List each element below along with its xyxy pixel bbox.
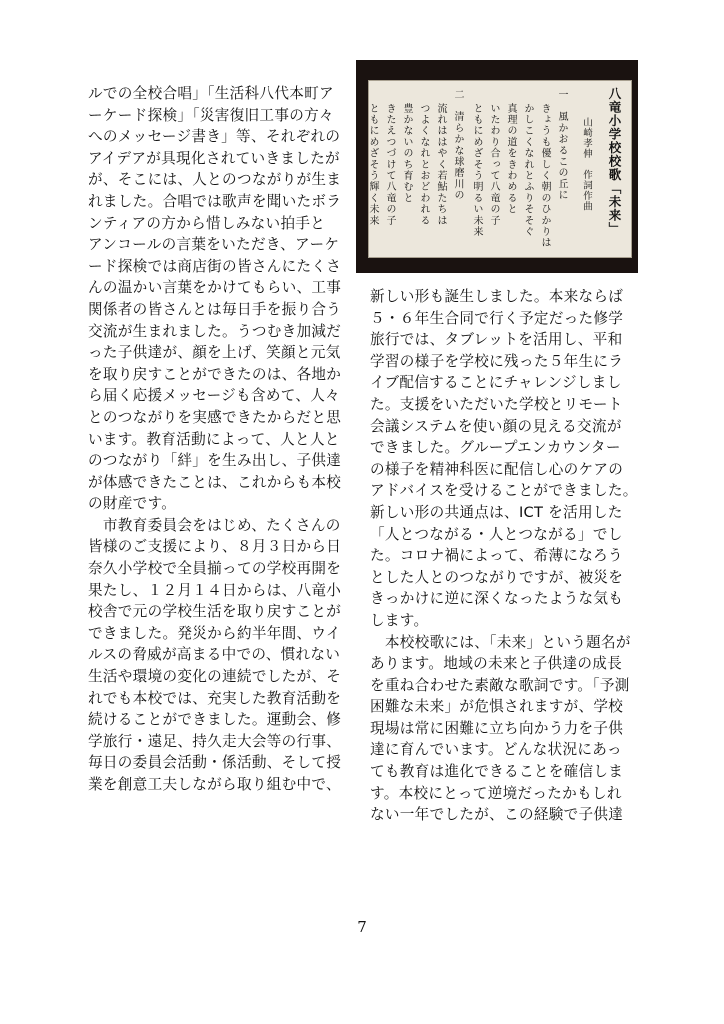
school-song-photo <box>356 60 638 273</box>
text-line: の財産です。 <box>88 495 177 513</box>
song-title: 八竜小学校校歌「未来」 <box>607 87 622 236</box>
text-line: が体感できたことは、これからも本校 <box>88 473 342 491</box>
text-line: 達に育んでいます。どんな状況にあっ <box>370 741 622 759</box>
text-line: ら届く応援メッセージも含めて、人々 <box>88 387 341 405</box>
song-author: 山崎孝伸 作詞作曲 <box>581 117 592 212</box>
text-line: のつながり「絆」を生み出し、子供達 <box>88 452 342 470</box>
text-line: った子供達が、顔を上げ、笑顔と元気 <box>88 344 341 362</box>
left-text-column <box>88 83 360 796</box>
text-line: アンコールの言葉をいただき、アーケ <box>88 236 340 254</box>
text-line: あります。地域の未来と子供達の成長 <box>370 655 623 673</box>
lyric-line: 豊かないのち育むと <box>401 103 412 204</box>
text-line: 続けることができました。運動会、修 <box>88 711 342 729</box>
text-line: 生活や環境の変化の連続でしたが、そ <box>88 668 342 686</box>
lyric-line: いたわり合って八竜の子 <box>488 103 499 227</box>
text-line: きっかけに逆に深くなったような気も <box>370 590 624 608</box>
text-line: アドバイスを受けることができました。 <box>370 482 638 500</box>
text-line: 関係者の皆さんとは毎日手を振り合う <box>88 300 342 318</box>
lyric-line: 真理の道をきわめると <box>505 103 516 215</box>
text-line: を取り戻すことができたのは、各地か <box>88 365 342 383</box>
text-line: います。教育活動によって、人と人と <box>88 430 340 448</box>
lyric-line: きょうも優しく朝のひかりは <box>539 103 550 249</box>
text-line: れました。合唱では歌声を聞いたボラ <box>88 192 342 210</box>
text-line: た。支援をいただいた学校とリモート <box>370 395 623 413</box>
text-line: 毎日の委員会活動・係活動、そして授 <box>88 754 342 772</box>
text-line: 奈久小学校で全員揃っての学校再開を <box>88 560 342 578</box>
text-line: ない一年でしたが、この経験で子供達 <box>370 806 624 824</box>
text-line: ルスの脅威が高まる中での、慣れない <box>88 646 341 664</box>
text-line: 学習の様子を学校に残った５年生にラ <box>370 352 624 370</box>
text-line: 交流が生まれました。うつむき加減だ <box>88 322 342 340</box>
text-line: 業を創意工夫しながら取り組む中で、 <box>88 776 341 793</box>
lyric-line: ともにめざそう明るい未来 <box>471 103 482 238</box>
lyric-line: かしこくなれとふりそそぐ <box>522 103 533 238</box>
text-line: 困難な未来」が危惧されますが、学校 <box>370 698 624 716</box>
text-line: を重ね合わせた素敵な歌詞です。「予測 <box>370 676 630 694</box>
text-line: 新しい形の共通点は、ICT を活用した <box>370 503 623 521</box>
lyric-line: 流れははやく若鮎たちは <box>435 103 446 227</box>
text-line: 新しい形も誕生しました。本来ならば <box>370 288 624 305</box>
text-line: 本校校歌には、「未来」という題名が <box>370 633 631 651</box>
text-line: 学旅行・遠足、持久走大会等の行事、 <box>88 732 342 750</box>
text-line: ード探検では商店街の皆さんにたくさ <box>88 257 342 275</box>
text-line: れでも本校では、充実した教育活動を <box>88 689 342 707</box>
lyric-line: ともにめざそう輝く未来 <box>367 103 378 227</box>
text-line: 皆様のご支援により、８月３日から日 <box>88 538 342 556</box>
text-line: んの温かい言葉をかけてもらい、工事 <box>88 279 342 297</box>
text-line: できました。発災から約半年間、ウイ <box>88 624 341 642</box>
text-line: の様子を精神科医に配信し心のケアの <box>370 460 624 478</box>
text-line: できました。グループエンカウンター <box>370 439 621 457</box>
text-line: ーケード探検」「災害復旧工事の方々 <box>88 106 334 124</box>
text-line: 校舎で元の学校生活を取り戻すことが <box>88 603 342 621</box>
text-line: た。コロナ禍によって、希薄になろう <box>370 547 623 565</box>
text-line: 旅行では、タブレットを活用し、平和 <box>370 331 623 349</box>
text-line: 果たし、１２月１４日からは、八竜小 <box>88 581 342 599</box>
text-line: 市教育委員会をはじめ、たくさんの <box>88 516 341 534</box>
text-line: へのメッセージ書き」等、それぞれの <box>88 128 341 146</box>
text-line: ５・６年生合同で行く予定だった修学 <box>370 309 624 327</box>
lyric-line: 二 清らかな球磨川の <box>452 89 463 201</box>
lyric-line: つよくなれとおどわれる <box>418 103 429 227</box>
song-lyrics-board <box>368 80 632 258</box>
text-line: が、そこには、人とのつながりが生ま <box>88 171 342 189</box>
lyric-line: 一 風かおるこの丘に <box>556 89 567 201</box>
text-line: します。 <box>370 611 429 629</box>
text-line: ても教育は進化できることを確信しま <box>370 763 624 781</box>
text-line: ルでの全校合唱」「生活科八代本町ア <box>88 85 334 102</box>
text-line: イブ配信することにチャレンジしまし <box>370 374 622 392</box>
text-line: 会議システムを使い顔の見える交流が <box>370 417 622 435</box>
text-line: とのつながりを実感できたからだと思 <box>88 408 342 426</box>
text-line: アイデアが具現化されていきましたが <box>88 149 340 167</box>
text-line: す。本校にとって逆境だったかもしれ <box>370 784 622 802</box>
right-text-column <box>370 286 642 826</box>
text-line: 現場は常に困難に立ち向かう力を子供 <box>370 719 624 737</box>
lyric-line: きたえつづけて八竜の子 <box>384 103 395 227</box>
text-line: とした人とのつながりですが、被災を <box>370 568 624 586</box>
text-line: 「人とつながる・人とつながる」でし <box>370 525 623 543</box>
page-number: 7 <box>357 918 367 936</box>
text-line: ンティアの方から惜しみない拍手と <box>88 214 326 232</box>
